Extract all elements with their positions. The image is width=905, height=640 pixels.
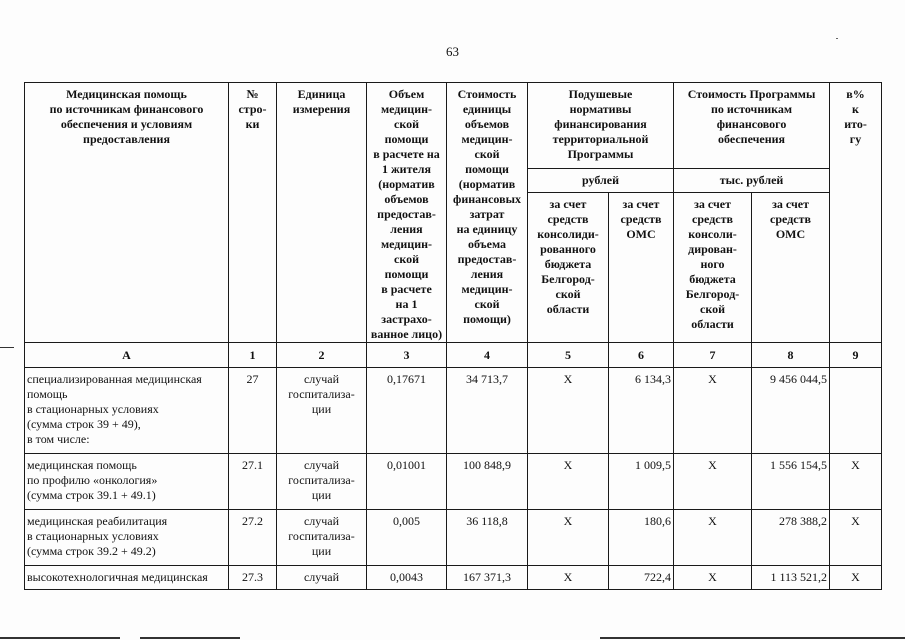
text-line: ской: [555, 287, 581, 301]
row-percent-total: [830, 368, 882, 454]
text-line: ской: [394, 252, 419, 266]
scan-edge-line: [0, 637, 120, 639]
text-line: (сумма строк 39.1 + 49.1): [27, 488, 156, 502]
text-line: 1 жителя: [381, 162, 432, 176]
header-unit-cost: [447, 83, 528, 343]
column-number: 7: [674, 343, 752, 368]
text-line: застрахо-: [381, 312, 432, 326]
row-oms: 180,6: [609, 510, 674, 566]
text-line: в стационарных условиях: [27, 529, 159, 543]
text-line: Белгород-: [685, 287, 740, 301]
text-line: объема: [467, 237, 507, 251]
text-line: за счет: [549, 197, 587, 211]
text-line: ОМС: [626, 227, 656, 241]
header-program-cost: [674, 83, 830, 169]
row-description: [25, 368, 229, 454]
text-line: госпитализа-: [288, 473, 355, 487]
text-line: затрат: [469, 207, 505, 221]
row-regional-budget: Х: [528, 510, 609, 566]
text-line: в стационарных условиях: [27, 402, 159, 416]
text-line: ции: [311, 402, 332, 416]
row-description: [25, 510, 229, 566]
text-line: по источникам финансового: [49, 102, 204, 116]
text-line: средств: [692, 212, 733, 226]
text-line: единицы: [462, 102, 512, 116]
text-line: предостав-: [457, 252, 517, 266]
text-line: нормативы: [569, 102, 632, 116]
text-line: бюджета: [544, 257, 592, 271]
text-line: в расчете: [381, 282, 432, 296]
row-regional-budget: Х: [528, 368, 609, 454]
margin-rule: [0, 347, 14, 348]
text-line: Подушевые: [568, 87, 633, 101]
row-oms-cost: 1 113 521,2: [752, 566, 830, 590]
text-line: помощи): [463, 312, 511, 326]
text-line: ской: [700, 302, 726, 316]
text-line: средств: [547, 212, 589, 226]
text-line: рованного: [540, 242, 596, 256]
text-line: случай: [303, 372, 340, 386]
column-number: 4: [447, 343, 528, 368]
row-volume: 0,17671: [367, 368, 447, 454]
row-unit-cost: 167 371,3: [447, 566, 528, 590]
row-line-number: 27.2: [229, 510, 277, 566]
column-number: 2: [277, 343, 367, 368]
header-line-number: [229, 83, 277, 343]
text-line: ного: [700, 257, 725, 271]
text-line: в том числе:: [27, 432, 90, 446]
text-line: ской: [394, 117, 419, 131]
text-line: за счет: [622, 197, 660, 211]
row-regional-budget-cost: Х: [674, 510, 752, 566]
text-line: помощи: [465, 162, 509, 176]
row-percent-total: Х: [830, 454, 882, 510]
text-line: помощь: [27, 387, 68, 401]
text-line: территориальной: [552, 132, 649, 146]
header-per-capita-norms: [528, 83, 674, 169]
row-unit: [277, 454, 367, 510]
row-regional-budget: Х: [528, 566, 609, 590]
text-line: измерения: [292, 102, 351, 116]
table-row: [25, 510, 882, 566]
text-line: предостав-: [377, 207, 436, 221]
row-unit-cost: 34 713,7: [447, 368, 528, 454]
text-line: в расчете на: [373, 147, 440, 161]
row-regional-budget-cost: Х: [674, 454, 752, 510]
scan-speck: [836, 38, 838, 39]
text-line: ОМС: [775, 227, 806, 241]
text-line: Программы: [567, 147, 634, 161]
text-line: финансового: [716, 117, 787, 131]
row-unit-cost: 36 118,8: [447, 510, 528, 566]
text-line: помощи: [384, 267, 429, 281]
header-medical-care: [25, 83, 229, 343]
header-unit-rubles: рублей: [528, 169, 674, 193]
text-line: обеспечения и условиям: [60, 117, 193, 131]
column-number: 3: [367, 343, 447, 368]
text-line: стро-: [238, 102, 267, 116]
text-line: госпитализа-: [288, 387, 355, 401]
column-number: А: [25, 343, 229, 368]
text-line: обеспечения: [718, 132, 786, 146]
text-line: Стоимость Программы: [687, 87, 816, 101]
row-description: [25, 566, 229, 590]
text-line: Белгород-: [541, 272, 595, 286]
text-line: ления: [390, 222, 423, 236]
column-number: 8: [752, 343, 830, 368]
text-line: (норматив: [458, 177, 516, 191]
text-line: (сумма строк 39.2 + 49.2): [27, 544, 156, 558]
header-oms-cost: [752, 193, 830, 343]
header-unit-thousand-rubles: тыс. рублей: [674, 169, 830, 193]
text-line: ления: [470, 267, 504, 281]
row-oms: 722,4: [609, 566, 674, 590]
header-regional-budget: [528, 193, 609, 343]
row-description: [25, 454, 229, 510]
row-line-number: 27.1: [229, 454, 277, 510]
text-line: по источникам: [710, 102, 793, 116]
text-line: объемов: [384, 192, 429, 206]
row-line-number: 27: [229, 368, 277, 454]
column-number: 1: [229, 343, 277, 368]
text-line: средств: [770, 212, 811, 226]
header-percent-total: [830, 83, 882, 343]
text-line: ции: [311, 488, 332, 502]
text-line: ванное лицо): [370, 327, 443, 341]
column-number: 6: [609, 343, 674, 368]
row-unit: [277, 566, 367, 590]
row-percent-total: Х: [830, 510, 882, 566]
text-line: по профилю «онкология»: [27, 473, 158, 487]
text-line: ито-: [844, 117, 867, 131]
table-row: [25, 566, 882, 590]
column-number: 5: [528, 343, 609, 368]
row-volume: 0,01001: [367, 454, 447, 510]
text-line: №: [246, 87, 259, 101]
text-line: Единица: [297, 87, 346, 101]
text-line: медицинская помощь: [27, 458, 137, 472]
text-line: консоли-: [688, 227, 737, 241]
text-line: области: [691, 317, 734, 331]
text-line: на единицу: [456, 222, 518, 236]
text-line: к: [852, 102, 859, 116]
text-line: помощи: [384, 132, 429, 146]
page-number: 63: [446, 44, 459, 59]
text-line: (сумма строк 39 + 49),: [27, 417, 141, 431]
text-line: случай: [303, 570, 340, 584]
row-volume: 0,0043: [367, 566, 447, 590]
header-regional-budget-cost: [674, 193, 752, 343]
text-line: случай: [303, 514, 340, 528]
text-line: специализированная медицинская: [27, 372, 202, 386]
scan-edge-line: [140, 637, 240, 639]
row-regional-budget: Х: [528, 454, 609, 510]
text-line: области: [546, 302, 590, 316]
row-unit: [277, 510, 367, 566]
text-line: госпитализа-: [288, 529, 355, 543]
text-line: в%: [846, 87, 865, 101]
text-line: объемов: [464, 117, 510, 131]
text-line: медицин-: [461, 282, 513, 296]
table-row: [25, 368, 882, 454]
row-oms-cost: 1 556 154,5: [752, 454, 830, 510]
text-line: медицин-: [461, 132, 513, 146]
text-line: Медицинская помощь: [66, 87, 187, 101]
text-line: предоставления: [83, 132, 170, 146]
text-line: медицин-: [380, 237, 433, 251]
text-line: Объем: [388, 87, 425, 101]
text-line: медицин-: [380, 102, 433, 116]
text-line: ской: [474, 147, 500, 161]
row-unit-cost: 100 848,9: [447, 454, 528, 510]
text-line: ской: [474, 297, 500, 311]
text-line: Стоимость: [457, 87, 517, 101]
header-oms: [609, 193, 674, 343]
scan-edge-line: [600, 637, 905, 639]
text-line: средств: [620, 212, 662, 226]
text-line: ки: [245, 117, 260, 131]
row-line-number: 27.3: [229, 566, 277, 590]
text-line: консолиди-: [537, 227, 599, 241]
text-line: на 1: [395, 297, 418, 311]
text-line: гу: [849, 132, 862, 146]
row-regional-budget-cost: Х: [674, 566, 752, 590]
row-regional-budget-cost: Х: [674, 368, 752, 454]
funding-table: [24, 82, 882, 590]
text-line: (норматив: [378, 177, 435, 191]
text-line: финансирования: [554, 117, 647, 131]
header-volume: [367, 83, 447, 343]
row-oms: 1 009,5: [609, 454, 674, 510]
table-row: [25, 454, 882, 510]
header-unit: [277, 83, 367, 343]
text-line: за счет: [772, 197, 809, 211]
row-percent-total: Х: [830, 566, 882, 590]
row-volume: 0,005: [367, 510, 447, 566]
text-line: дирован-: [688, 242, 737, 256]
row-oms-cost: 9 456 044,5: [752, 368, 830, 454]
column-number-row: [25, 343, 882, 368]
column-number: 9: [830, 343, 882, 368]
row-oms-cost: 278 388,2: [752, 510, 830, 566]
row-oms: 6 134,3: [609, 368, 674, 454]
text-line: медицинская реабилитация: [27, 514, 168, 528]
row-unit: [277, 368, 367, 454]
text-line: ции: [311, 544, 332, 558]
text-line: бюджета: [689, 272, 736, 286]
text-line: случай: [303, 458, 340, 472]
text-line: высокотехнологичная медицинская: [27, 570, 208, 584]
text-line: за счет: [694, 197, 731, 211]
text-line: финансовых: [453, 192, 521, 206]
